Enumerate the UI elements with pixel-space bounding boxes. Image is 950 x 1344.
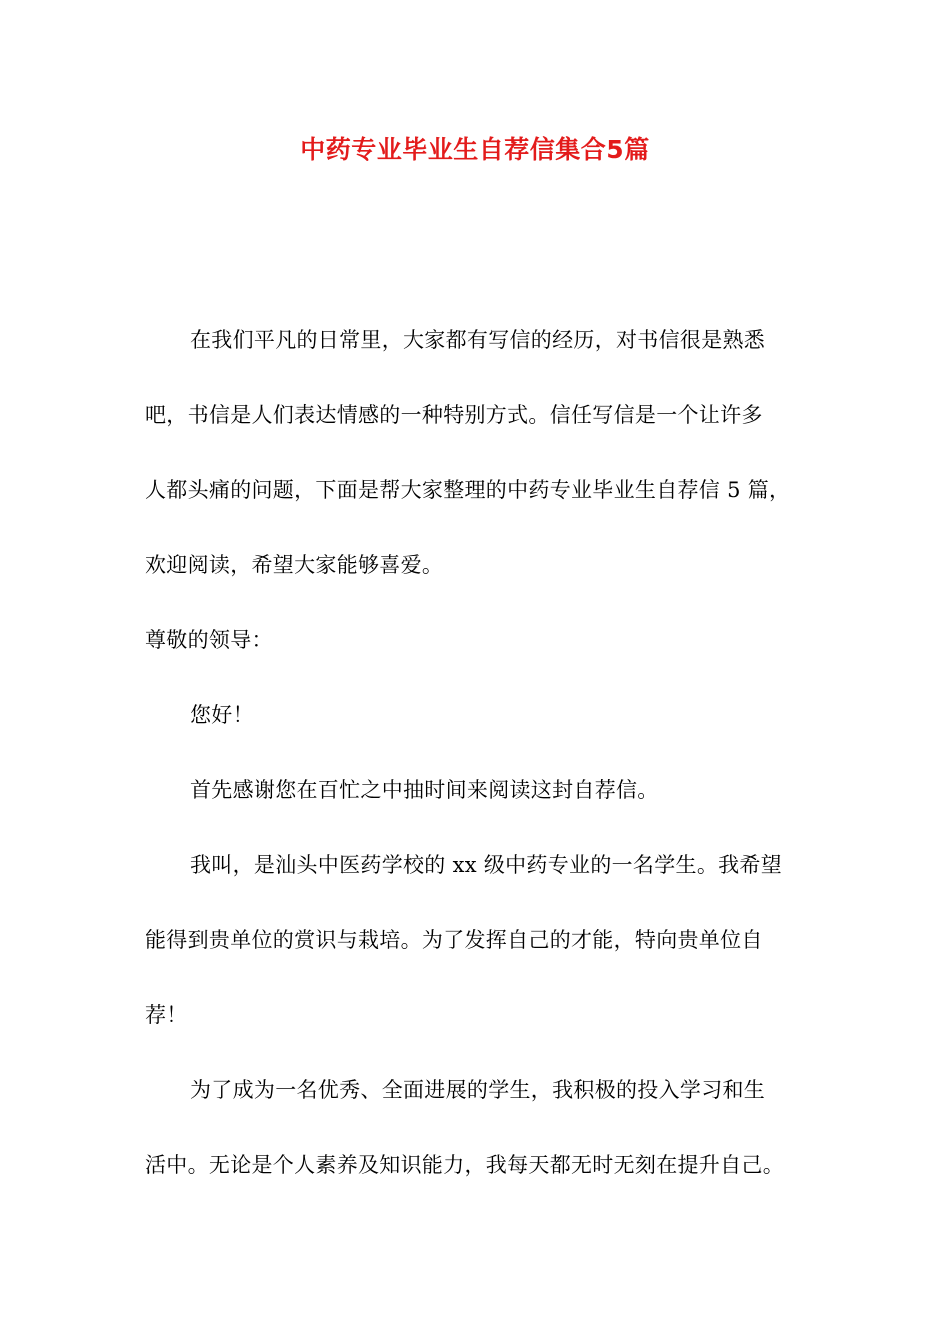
paragraph-line: 能得到贵单位的赏识与栽培。为了发挥自己的才能，特向贵单位自 [145, 928, 763, 952]
document-title: 中药专业毕业生自荐信集合5篇 [300, 135, 650, 164]
paragraph-line: 为了成为一名优秀、全面进展的学生，我积极的投入学习和生 [190, 1078, 766, 1102]
paragraph-line: 荐！ [145, 1003, 188, 1027]
paragraph-line: 我叫，是汕头中医药学校的 xx 级中药专业的一名学生。我希望 [190, 853, 783, 877]
salutation-line: 尊敬的领导： [145, 628, 273, 652]
paragraph-line: 欢迎阅读，希望大家能够喜爱。 [145, 553, 444, 577]
paragraph-line: 首先感谢您在百忙之中抽时间来阅读这封自荐信。 [190, 778, 659, 802]
greeting-line: 您好！ [190, 703, 254, 727]
paragraph-line: 人都头痛的问题，下面是帮大家整理的中药专业毕业生自荐信 5 篇， [145, 478, 791, 502]
paragraph-line: 吧，书信是人们表达情感的一种特别方式。信任写信是一个让许多 [145, 403, 763, 427]
paragraph-line: 在我们平凡的日常里，大家都有写信的经历，对书信很是熟悉 [190, 328, 766, 352]
paragraph-line: 活中。无论是个人素养及知识能力，我每天都无时无刻在提升自己。 [145, 1153, 784, 1177]
